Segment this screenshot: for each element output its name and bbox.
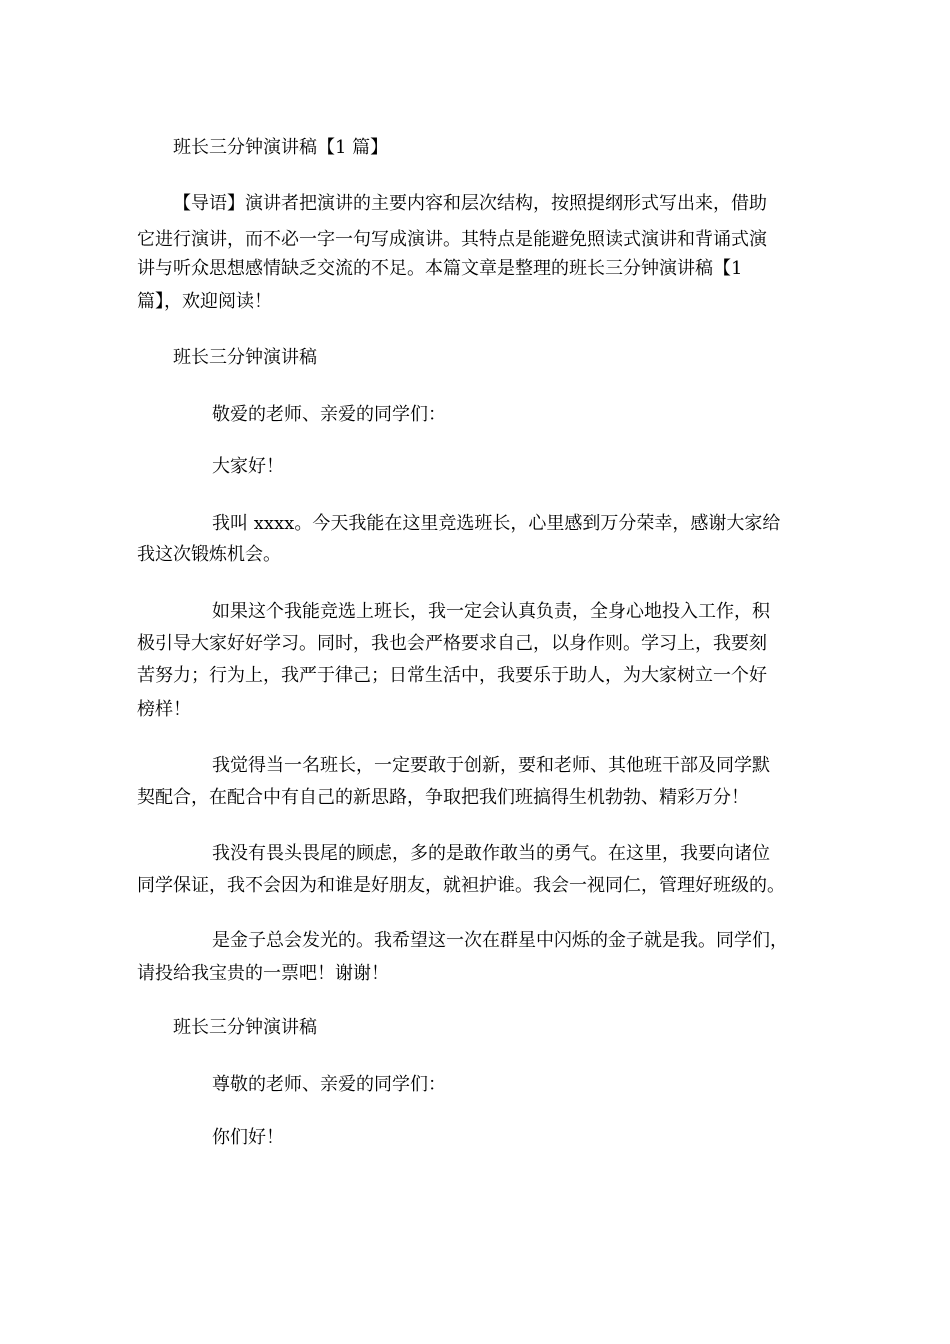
speech1-paragraph-line: 榜样！ xyxy=(137,699,191,720)
speech2-heading: 班长三分钟演讲稿 xyxy=(173,1017,317,1038)
document-title: 班长三分钟演讲稿【1 篇】 xyxy=(173,137,389,158)
intro-line: 它进行演讲，而不必一字一句写成演讲。其特点是能避免照读式演讲和背诵式演 xyxy=(137,229,767,250)
speech1-paragraph-line: 苦努力；行为上，我严于律己；日常生活中，我要乐于助人，为大家树立一个好 xyxy=(137,665,767,686)
speech1-paragraph-line: 如果这个我能竞选上班长，我一定会认真负责，全身心地投入工作，积 xyxy=(212,601,770,622)
speech1-paragraph-line: 极引导大家好好学习。同时，我也会严格要求自己，以身作则。学习上，我要刻 xyxy=(137,633,767,654)
speech1-paragraph-line: 我这次锻炼机会。 xyxy=(137,544,281,565)
speech2-salutation: 尊敬的老师、亲爱的同学们： xyxy=(212,1074,446,1095)
speech1-paragraph-line: 契配合，在配合中有自己的新思路，争取把我们班搞得生机勃勃、精彩万分！ xyxy=(137,787,749,808)
intro-line: 【导语】演讲者把演讲的主要内容和层次结构，按照提纲形式写出来，借助 xyxy=(173,193,767,214)
speech1-paragraph-line: 我觉得当一名班长，一定要敢于创新，要和老师、其他班干部及同学默 xyxy=(212,755,770,776)
intro-line: 篇】，欢迎阅读！ xyxy=(137,291,272,312)
speech1-paragraph-line: 我叫 xxxx。今天我能在这里竞选班长，心里感到万分荣幸，感谢大家给 xyxy=(212,513,781,534)
speech1-greeting: 大家好！ xyxy=(212,456,284,477)
speech2-greeting: 你们好！ xyxy=(212,1127,284,1148)
speech1-paragraph-line: 是金子总会发光的。我希望这一次在群星中闪烁的金子就是我。同学们， xyxy=(212,930,788,951)
speech1-heading: 班长三分钟演讲稿 xyxy=(173,347,317,368)
intro-line: 讲与听众思想感情缺乏交流的不足。本篇文章是整理的班长三分钟演讲稿【1 xyxy=(137,258,743,279)
speech1-salutation: 敬爱的老师、亲爱的同学们： xyxy=(212,404,446,425)
speech1-paragraph-line: 同学保证，我不会因为和谁是好朋友，就袒护谁。我会一视同仁，管理好班级的。 xyxy=(137,875,785,896)
speech1-paragraph-line: 我没有畏头畏尾的顾虑，多的是敢作敢当的勇气。在这里，我要向诸位 xyxy=(212,843,770,864)
speech1-paragraph-line: 请投给我宝贵的一票吧！谢谢！ xyxy=(137,963,389,984)
